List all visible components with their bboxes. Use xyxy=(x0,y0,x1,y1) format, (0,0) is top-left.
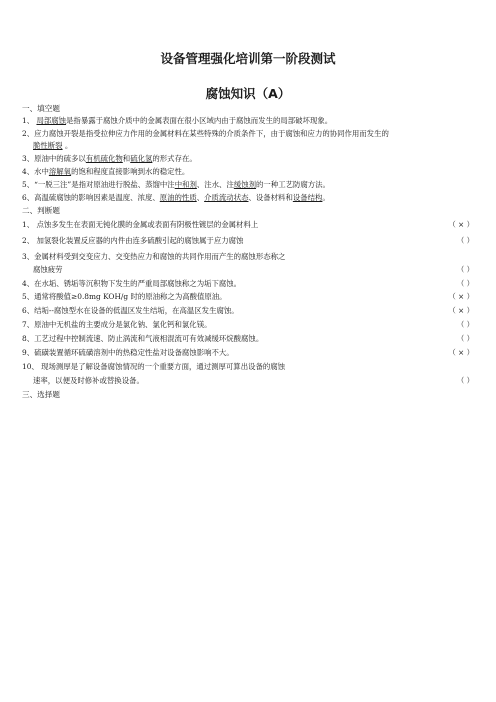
section-heading-judge: 二、判断题 xyxy=(22,206,60,215)
document-title: 设备管理强化培训第一阶段测试 xyxy=(160,51,336,66)
section-heading-fill: 一、填空题 xyxy=(22,104,60,113)
fill-question-3: 3、原油中的硫多以有机硫化物和硫化氢的形式存在。 xyxy=(22,154,197,163)
judge-item: 9、硫磺装置循环硫磺溶剂中的热稳定性盐对设备腐蚀影响不大。 （ × ） xyxy=(22,348,474,357)
fill-question-6: 6、高温硫腐蚀的影响因素是温度、浓度、原油的性质、介质流动状态、设备材料和设备结构。 xyxy=(22,193,330,202)
judge-item: 5、通常将酸值≥0.8mg KOH/g 时的原油称之为高酸值原油。 （ × ） xyxy=(22,292,474,301)
judge-item-cont: 速率，以便及时修补或替换设备。 （ ） xyxy=(33,376,474,385)
judge-item: 4、在水垢、锈垢等沉积物下发生的严重局部腐蚀称之为垢下腐蚀。 （ ） xyxy=(22,279,474,288)
judge-item-cont: 腐蚀疲劳 （ ） xyxy=(33,265,474,274)
fill-question-5: 5、“一脱三注”是指对原油进行脱盐、蒸馏中注中和剂、注水、注缓蚀剂的一种工艺防腐方法。 xyxy=(22,180,330,189)
fill-question-1: 1、 局部腐蚀是指暴露于腐蚀介质中的金属表面在很小区域内由于腐蚀而发生的局部破坏现象。 xyxy=(22,116,333,125)
judge-item: 7、原油中无机盐的主要成分是氯化钠、氯化钙和氯化镁。 （ ） xyxy=(22,320,474,329)
fill-question-4: 4、水中溶解氧的饱和程度直接影响到水的稳定性。 xyxy=(22,167,190,176)
fill-question-2: 2、应力腐蚀开裂是指受拉伸应力作用的金属材料在某些特殊的介质条件下，由于腐蚀和应力的协同作用而发生的 xyxy=(22,129,389,138)
judge-item: 1、 点蚀多发生在表面无钝化膜的金属或表面有阴极性镀层的金属材料上 （ × ） xyxy=(22,220,474,229)
judge-item: 3、金属材料受到交变应力、交变热应力和腐蚀的共同作用而产生的腐蚀形态称之 xyxy=(22,252,286,261)
judge-item: 2、 加氢裂化装置反应器的内件由连多硫酸引起的腐蚀属于应力腐蚀 （ ） xyxy=(22,236,474,245)
judge-item: 10、 现场测厚是了解设备腐蚀情况的一个重要方面，通过测厚可算出设备的腐蚀 xyxy=(22,362,286,371)
fill-question-2-cont: 脆性断裂 。 xyxy=(33,141,73,150)
section-heading-choice: 三、选择题 xyxy=(22,390,60,399)
document-subtitle: 腐蚀知识（A） xyxy=(205,86,291,101)
judge-item: 8、工艺过程中控制流速、防止涡流和气液相混流可有效减缓环烷酸腐蚀。 （ ） xyxy=(22,334,474,343)
judge-item: 6、结垢-‐腐蚀型水在设备的低温区发生结垢，在高温区发生腐蚀。 （ × ） xyxy=(22,306,474,315)
